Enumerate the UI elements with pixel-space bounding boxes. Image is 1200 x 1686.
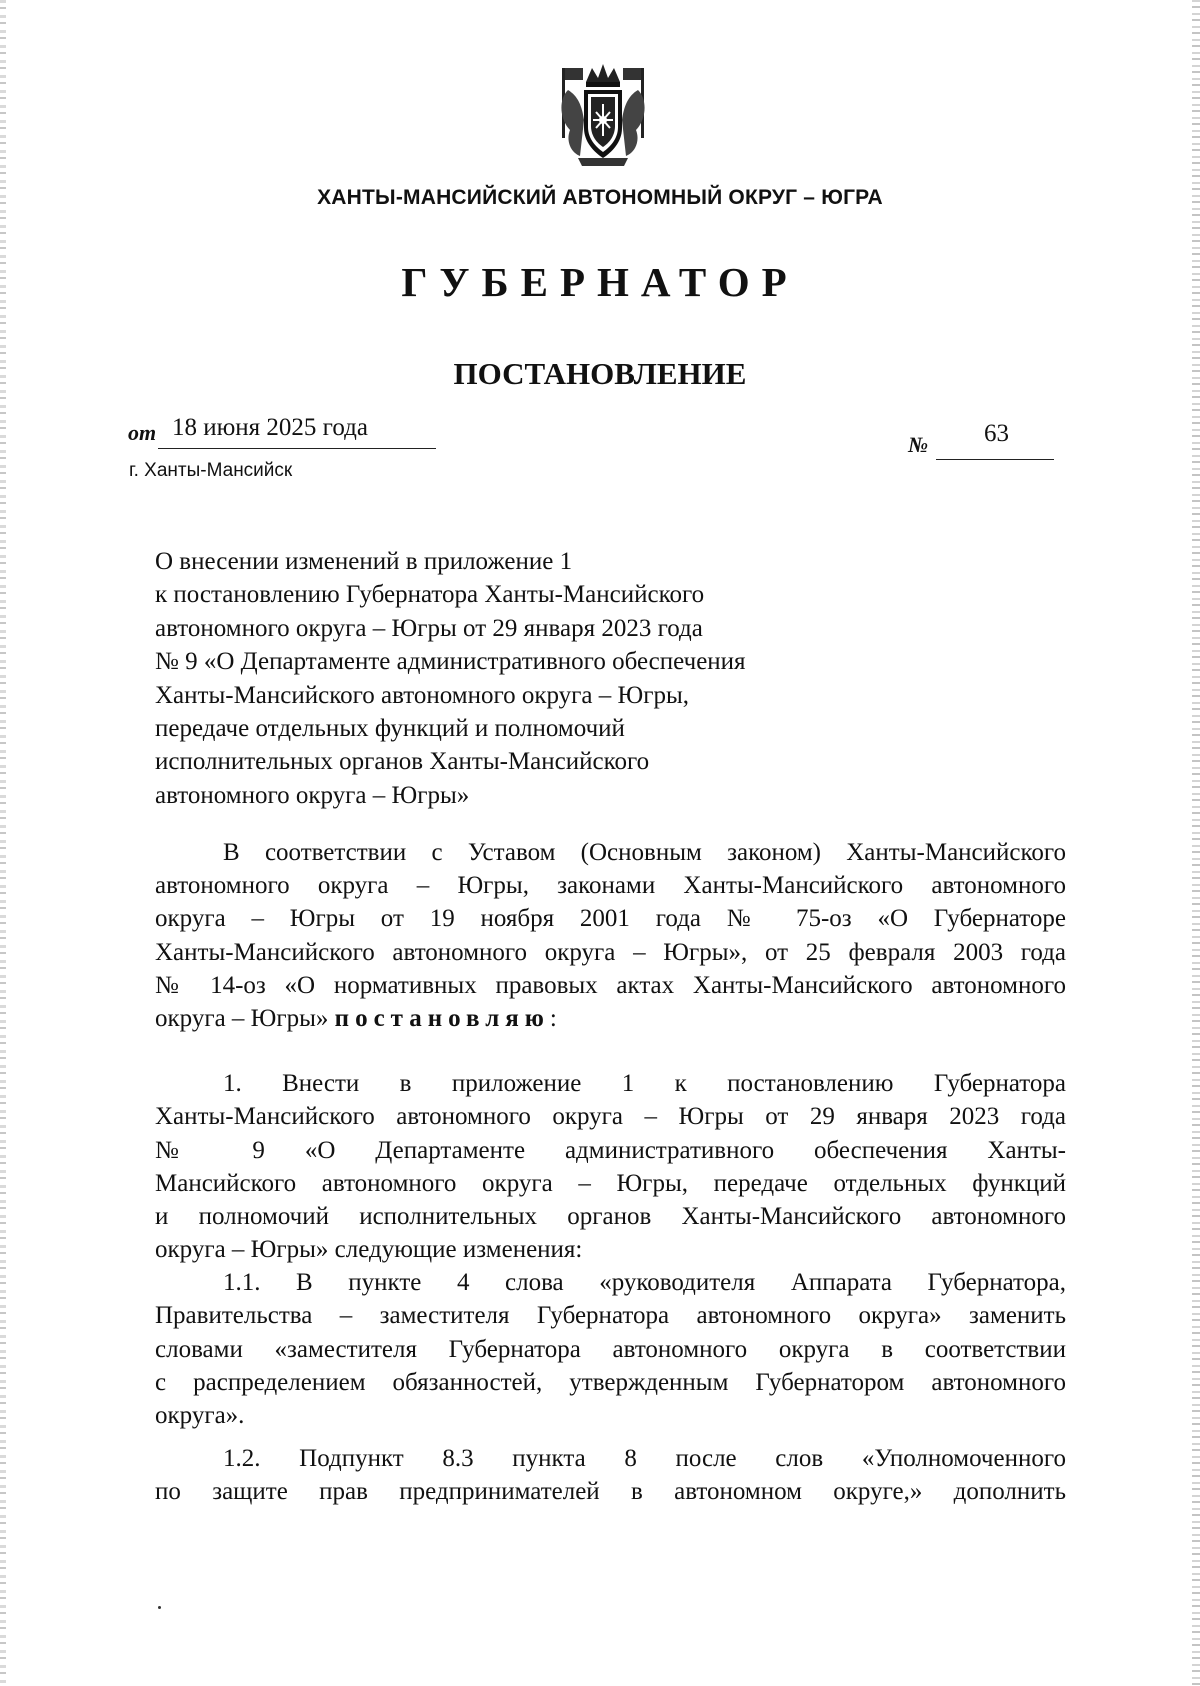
item-1-line: 1. Внести в приложение 1 к постановлению Губернатора [223, 1070, 1066, 1098]
preamble-line: округа – Югры от 19 ноября 2001 года № 75-оз «О Губернаторе [155, 905, 1066, 933]
document-number: 63 [984, 420, 1009, 447]
item-1-1-line: округа». [155, 1402, 245, 1429]
preamble-line: автономного округа – Югры, законами Ханты-Мансийского автономного [155, 872, 1066, 900]
item-1-line: Ханты-Мансийского автономного округа – Югры от 29 января 2023 года [155, 1103, 1066, 1131]
number-underline [936, 459, 1054, 460]
document-type: ПОСТАНОВЛЕНИЕ [453, 356, 747, 391]
date-underline [158, 448, 436, 449]
item-1-1-line: Правительства – заместителя Губернатора автономного округа» заменить [155, 1302, 1066, 1330]
document-body [155, 836, 1066, 1509]
item-1-1-line: 1.1. В пункте 4 слова «руководителя Аппарата Губернатора, [223, 1269, 1066, 1297]
item-1-line: округа – Югры» следующие изменения: [155, 1236, 583, 1264]
paragraph-gap [155, 1035, 1066, 1067]
item-1-line: № 9 «О Департаменте административного обеспечения Ханты- [155, 1136, 1066, 1164]
subject-line: передаче отдельных функций и полномочий [155, 715, 625, 743]
item-1-1-line: с распределением обязанностей, утвержденным Губернатором автономного [155, 1368, 1066, 1396]
document-subject [155, 545, 875, 812]
item-1-line: Мансийского автономного округа – Югры, передаче отдельных функций [155, 1169, 1066, 1197]
document-date: 18 июня 2025 года [172, 414, 368, 441]
city: г. Ханты-Мансийск [129, 460, 293, 481]
scan-speck [158, 1606, 161, 1609]
preamble-line: № 14-оз «О нормативных правовых актах Ханты-Мансийского автономного [155, 971, 1066, 999]
subject-line: автономного округа – Югры от 29 января 2023 года [155, 614, 703, 642]
issuing-authority: ГУБЕРНАТОР [401, 259, 799, 305]
subject-line: № 9 «О Департаменте административного обеспечения [155, 648, 746, 676]
paragraph-gap [155, 1432, 1066, 1442]
scan-edge-right [1192, 0, 1200, 1686]
coat-of-arms-emblem [548, 60, 658, 170]
subject-line: к постановлению Губернатора Ханты-Мансийского [155, 581, 705, 609]
preamble [155, 836, 1066, 1035]
subject-line: Ханты-Мансийского автономного округа – Югры, [155, 681, 690, 709]
number-prefix: № [908, 432, 929, 457]
item-1 [155, 1067, 1066, 1266]
item-1-1-line: словами «заместителя Губернатора автономного округа в соответствии [155, 1335, 1066, 1363]
preamble-line: Ханты-Мансийского автономного округа – Югры», от 25 февраля 2003 года [155, 938, 1066, 966]
resolve-end: : [549, 1004, 557, 1032]
subject-line: О внесении изменений в приложение 1 [155, 548, 573, 575]
scan-edge-left [0, 0, 6, 1686]
date-prefix: от [128, 420, 157, 445]
subject-line: исполнительных органов Ханты-Мансийского [155, 748, 650, 776]
resolve-word: постановляю [334, 1004, 550, 1032]
item-1-2-line: по защите прав предпринимателей в автономном округе,» дополнить [155, 1478, 1066, 1506]
item-1-1 [155, 1266, 1066, 1432]
item-1-2-line: 1.2. Подпункт 8.3 пункта 8 после слов «Уполномоченного [223, 1445, 1066, 1473]
item-1-2 [155, 1442, 1066, 1508]
item-1-line: и полномочий исполнительных органов Ханты-Мансийского автономного [155, 1202, 1066, 1230]
subject-line: автономного округа – Югры» [155, 781, 470, 809]
preamble-last-line [155, 1002, 1066, 1035]
preamble-line-start: округа – Югры» [155, 1004, 329, 1032]
region-name: ХАНТЫ-МАНСИЙСКИЙ АВТОНОМНЫЙ ОКРУГ – ЮГРА [317, 186, 883, 209]
preamble-line: В соответствии с Уставом (Основным законом) Ханты-Мансийского [223, 839, 1066, 866]
